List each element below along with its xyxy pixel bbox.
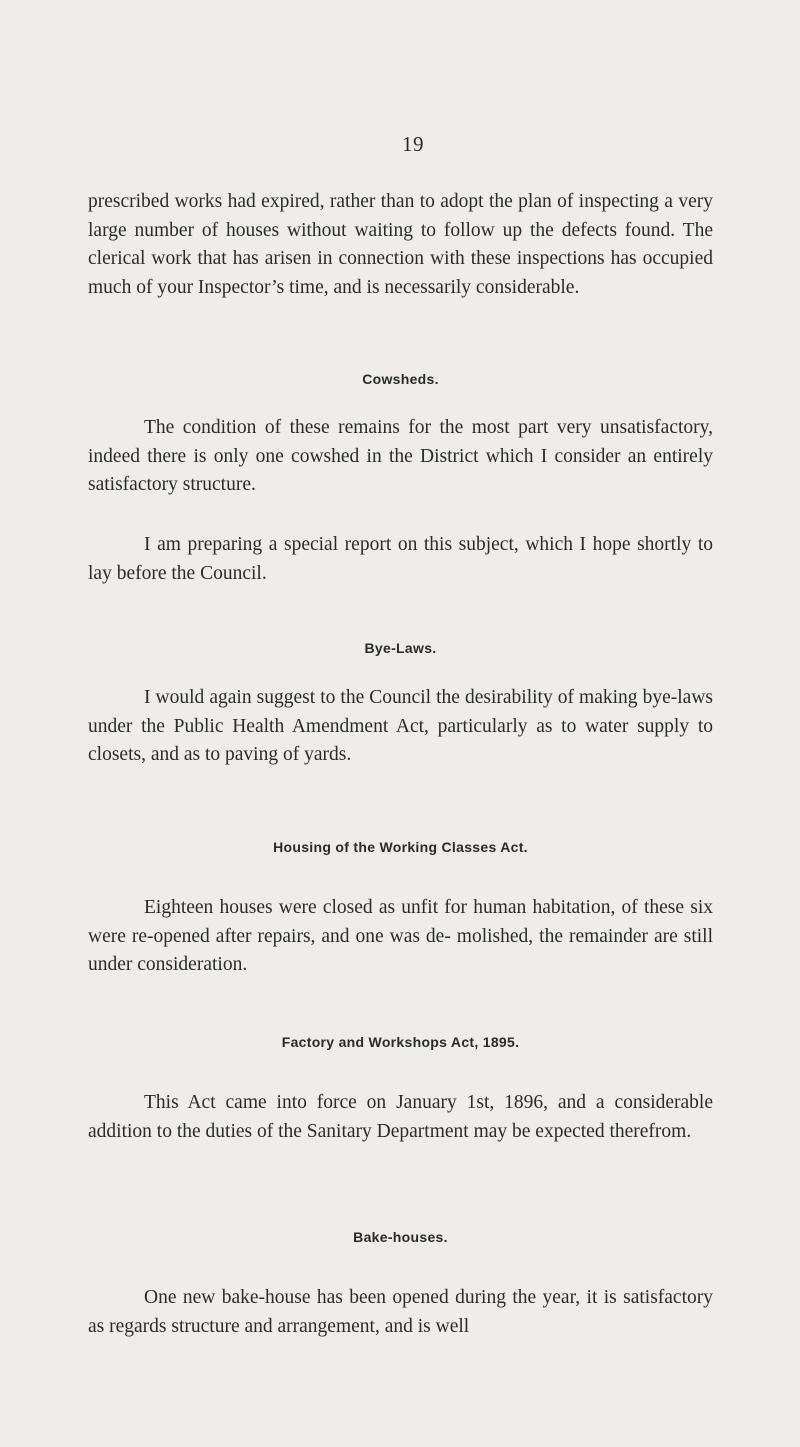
heading-bake-houses: Bake-houses. [353, 1229, 448, 1245]
paragraph-cowsheds-2: I am preparing a special report on this subject, which I hope shortly to lay before the Council. [88, 534, 713, 584]
heading-bye-laws: Bye-Laws. [364, 640, 437, 656]
paragraph-intro: prescribed works had expired, rather than to adopt the plan of inspecting a very large number of houses without waiting to follow up the defects found. The clerical work that has arisen in connection with these inspections has occupied much of your Inspector’s time, and is necessarily considerable. [88, 191, 713, 298]
paragraph-housing: Eighteen houses were closed as unfit for human habitation, of these six were re-opened after repairs, and one was de- molished, the remainder are still under consideration. [88, 897, 713, 975]
heading-housing: Housing of the Working Classes Act. [273, 839, 528, 855]
paragraph-cowsheds-1: The condition of these remains for the most part very unsatisfactory, indeed there is only one cowshed in the District which I consider an entirely satisfactory structure. [88, 417, 713, 495]
page-number: 19 [402, 132, 424, 156]
paragraph-factory-act: This Act came into force on January 1st, 1896, and a considerable addition to the duties of the Sanitary Department may be expected therefrom. [88, 1092, 713, 1142]
paragraph-bake-houses: One new bake-house has been opened during the year, it is satisfactory as regards structure and arrangement, and is well [88, 1287, 713, 1337]
heading-cowsheds: Cowsheds. [362, 371, 439, 387]
paragraph-bye-laws: I would again suggest to the Council the desirability of making bye-laws under the Public Health Amendment Act, particularly as to water supply to closets, and as to paving of yards. [88, 687, 713, 765]
heading-factory-act: Factory and Workshops Act, 1895. [281, 1034, 520, 1050]
